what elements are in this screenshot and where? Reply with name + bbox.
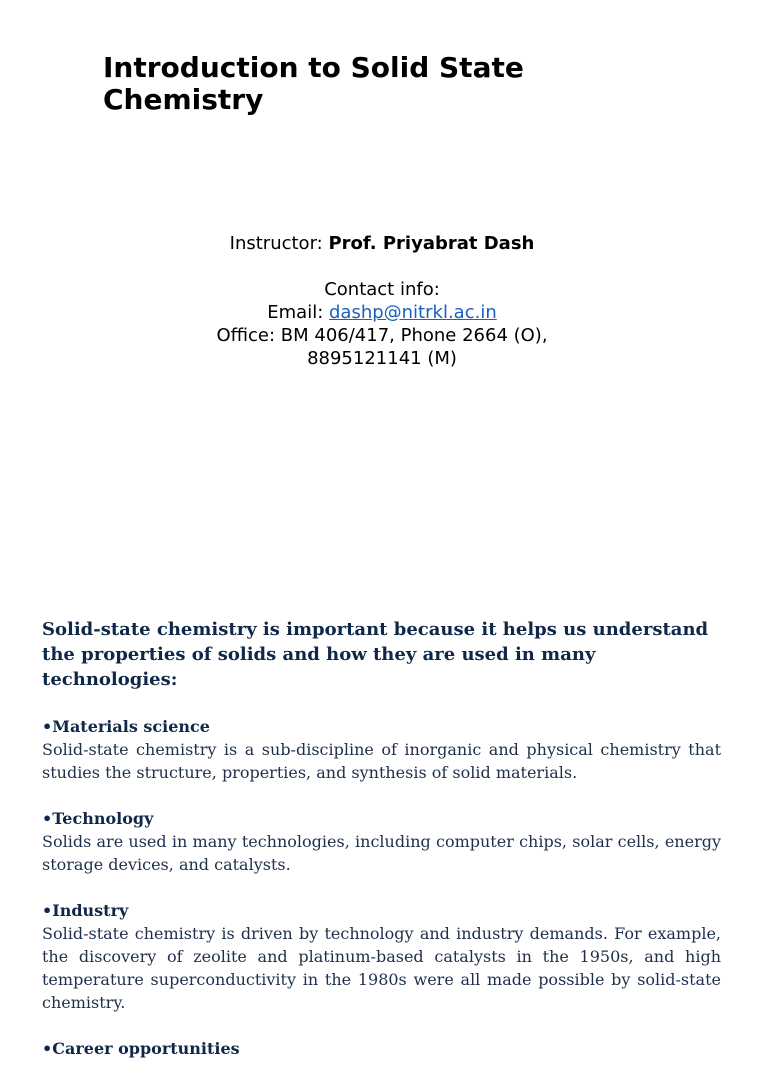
section-body: Solids are used in many technologies, including computer chips, solar cells, energy storage devices, and catalysts. <box>42 832 721 874</box>
section-body: Solid-state chemistry is a sub-discipline of inorganic and physical chemistry that studies the structure, properties, and synthesis of solid materials. <box>42 740 721 782</box>
section-materials-science <box>42 715 721 784</box>
content-area <box>42 617 721 1083</box>
contact-label: Contact info: <box>324 279 440 300</box>
instructor-line <box>0 232 764 255</box>
instructor-info <box>0 232 764 370</box>
instructor-name: Prof. Priyabrat Dash <box>328 233 535 254</box>
section-career-opportunities <box>42 1037 721 1060</box>
office-line-1: Office: BM 406/417, Phone 2664 (O), <box>216 325 548 346</box>
email-label: Email: <box>267 302 329 323</box>
slide-title: Introduction to Solid State Chemistry <box>103 51 524 116</box>
email-line <box>0 301 764 324</box>
section-industry <box>42 899 721 1014</box>
section-heading: •Materials science <box>42 717 210 736</box>
lead-paragraph: Solid-state chemistry is important because it helps us understand the properties of solids and how they are used in many technologies: <box>42 619 709 690</box>
email-link[interactable]: dashp@nitrkl.ac.in <box>328 302 497 323</box>
section-heading: •Industry <box>42 901 129 920</box>
section-heading: •Career opportunities <box>42 1039 240 1058</box>
office-line-2: 8895121141 (M) <box>307 348 457 369</box>
section-body: Solid-state chemistry is driven by technology and industry demands. For example, the discovery of zeolite and platinum-based catalysts in the 1950s, and high temperature superconductivity in the 1980s were all made possible by solid-state chemistry. <box>42 924 721 1012</box>
spacer <box>0 255 764 278</box>
section-heading: •Technology <box>42 809 154 828</box>
section-technology <box>42 807 721 876</box>
instructor-label: Instructor: <box>229 233 329 254</box>
